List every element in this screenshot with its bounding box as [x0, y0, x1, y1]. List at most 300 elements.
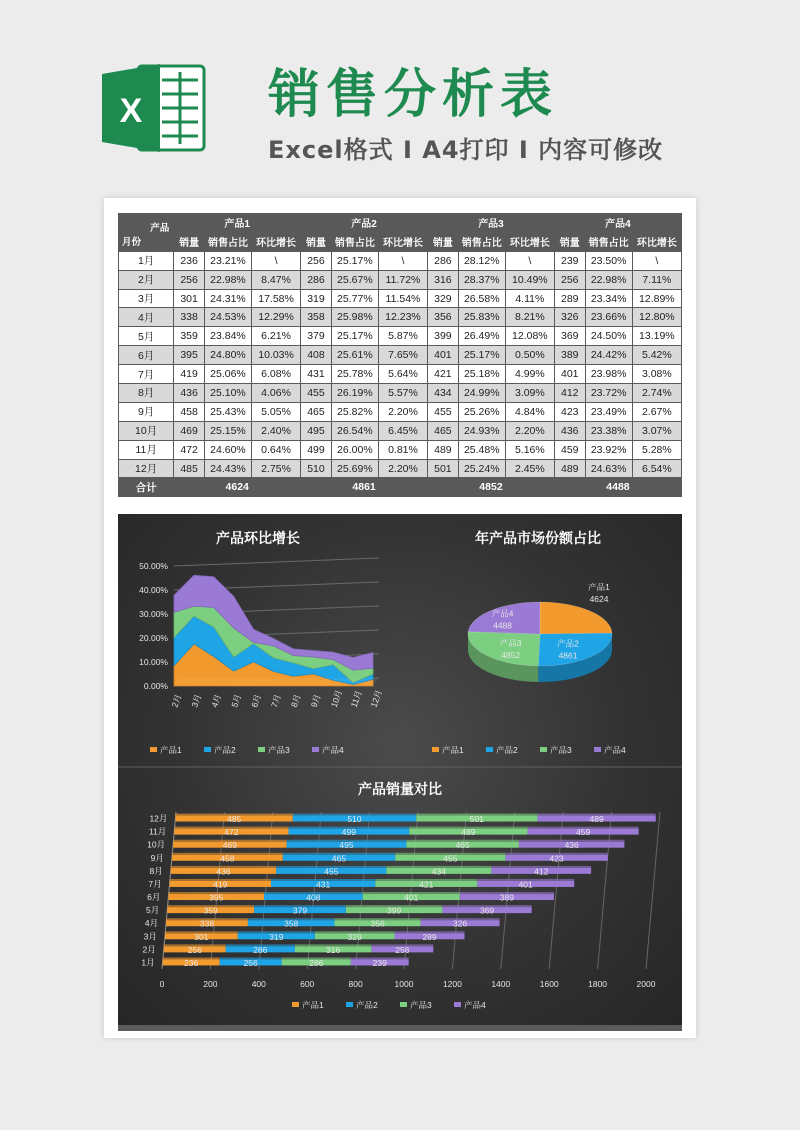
y-tick-label: 10月: [147, 839, 166, 850]
data-cell: 25.15%: [204, 421, 251, 440]
data-cell: 28.12%: [458, 251, 505, 270]
subcolumn-header: 销售占比: [331, 232, 378, 251]
legend-swatch: [150, 747, 157, 752]
data-cell: 6.21%: [252, 327, 301, 346]
data-cell: 10.03%: [252, 346, 301, 365]
data-cell: 408: [301, 346, 332, 365]
bar-data-label: 356: [370, 918, 385, 929]
x-tick-label: 3月: [189, 692, 204, 709]
month-cell: 4月: [119, 308, 174, 327]
bar-data-label: 326: [453, 918, 468, 929]
data-cell: 25.06%: [204, 365, 251, 384]
data-cell: 25.98%: [331, 308, 378, 327]
data-cell: 436: [554, 421, 585, 440]
y-tick-label: 12月: [149, 813, 168, 824]
y-tick-label: 4月: [144, 918, 159, 929]
month-cell: 3月: [119, 289, 174, 308]
legend-swatch: [540, 747, 547, 752]
bar-data-label: 401: [518, 879, 533, 890]
bar-data-label: 489: [589, 814, 604, 825]
data-cell: 10.49%: [505, 270, 554, 289]
data-cell: 459: [554, 440, 585, 459]
product-header: 产品2: [301, 214, 428, 233]
legend-label: 产品1: [442, 745, 464, 755]
y-tick-label: 1月: [141, 957, 155, 968]
month-cell: 12月: [119, 459, 174, 478]
table-row: [119, 440, 682, 459]
month-cell: 10月: [119, 421, 174, 440]
data-cell: 11.54%: [378, 289, 427, 308]
data-cell: 25.82%: [331, 402, 378, 421]
y-tick-label: 11月: [148, 826, 167, 837]
data-cell: \: [632, 251, 681, 270]
bar-data-label: 256: [187, 944, 202, 955]
data-cell: 419: [174, 365, 205, 384]
data-cell: 329: [428, 289, 459, 308]
corner-header: [119, 214, 174, 252]
bar-data-label: 389: [499, 892, 514, 903]
legend-swatch: [346, 1002, 353, 1007]
legend-label: 产品4: [322, 745, 344, 755]
legend-swatch: [292, 1002, 299, 1007]
x-tick-label: 2000: [636, 979, 656, 989]
data-cell: 7.65%: [378, 346, 427, 365]
subcolumn-header: 销量: [554, 232, 585, 251]
chart-floor: [174, 678, 379, 686]
data-cell: 24.80%: [204, 346, 251, 365]
bar-data-label: 485: [227, 814, 242, 825]
subcolumn-header: 销售占比: [458, 232, 505, 251]
bar-data-label: 395: [209, 892, 224, 903]
data-cell: 25.61%: [331, 346, 378, 365]
subcolumn-header: 销量: [428, 232, 459, 251]
table-row: [119, 365, 682, 384]
data-cell: 2.75%: [252, 459, 301, 478]
data-cell: 25.69%: [331, 459, 378, 478]
data-cell: 25.24%: [458, 459, 505, 478]
bar-data-label: 319: [269, 931, 284, 942]
x-tick-label: 1800: [588, 979, 608, 989]
bar-data-label: 469: [222, 840, 237, 851]
x-tick-label: 10月: [328, 688, 345, 709]
table-row: [119, 327, 682, 346]
data-cell: 359: [174, 327, 205, 346]
data-cell: 24.93%: [458, 421, 505, 440]
total-value: 4624: [174, 478, 301, 497]
data-cell: 13.19%: [632, 327, 681, 346]
data-cell: 489: [554, 459, 585, 478]
bar-data-label: 436: [216, 866, 231, 877]
pie-value: 4488: [493, 620, 513, 631]
table-row: [119, 251, 682, 270]
bar-data-label: 465: [331, 853, 347, 864]
gridline: [646, 812, 660, 969]
x-tick-label: 2月: [169, 692, 184, 709]
x-tick-label: 1000: [394, 979, 414, 989]
subcolumn-header: 环比增长: [252, 232, 301, 251]
bar-data-label: 329: [347, 931, 362, 942]
data-cell: 12.29%: [252, 308, 301, 327]
bar-data-label: 455: [324, 866, 339, 877]
bar-data-label: 431: [316, 879, 331, 890]
sales-table: [118, 213, 682, 497]
month-cell: 2月: [119, 270, 174, 289]
bar-data-label: 419: [213, 879, 228, 890]
total-value: 4852: [428, 478, 555, 497]
product-header: 产品4: [554, 214, 681, 233]
data-cell: 5.05%: [252, 402, 301, 421]
x-tick-label: 400: [251, 979, 266, 989]
data-cell: 6.45%: [378, 421, 427, 440]
month-cell: 8月: [119, 384, 174, 403]
data-cell: 17.58%: [252, 289, 301, 308]
month-cell: 11月: [119, 440, 174, 459]
bar-data-label: 358: [284, 918, 299, 929]
data-cell: 23.34%: [585, 289, 632, 308]
growth-chart-title: 产品环比增长: [216, 531, 300, 547]
data-cell: 24.42%: [585, 346, 632, 365]
data-cell: 6.08%: [252, 365, 301, 384]
y-tick-label: 10.00%: [139, 657, 168, 667]
data-cell: 5.57%: [378, 384, 427, 403]
data-cell: 3.07%: [632, 421, 681, 440]
data-cell: 25.17%: [458, 346, 505, 365]
volume-bar-chart: [141, 812, 660, 1010]
gridline: [501, 812, 515, 969]
pie-value: 4624: [589, 594, 609, 604]
bar-data-label: 239: [372, 957, 387, 968]
bar-data-label: 458: [220, 853, 235, 864]
data-cell: 25.10%: [204, 384, 251, 403]
data-cell: 379: [301, 327, 332, 346]
bar-data-label: 289: [422, 931, 437, 942]
bar-data-label: 501: [469, 814, 484, 825]
bar-data-label: 455: [443, 853, 458, 864]
data-cell: 26.00%: [331, 440, 378, 459]
data-cell: 4.11%: [505, 289, 554, 308]
table-row: [119, 402, 682, 421]
month-cell: 5月: [119, 327, 174, 346]
data-cell: 25.67%: [331, 270, 378, 289]
subcolumn-header: 销售占比: [585, 232, 632, 251]
bar-data-label: 369: [479, 905, 495, 916]
data-cell: 401: [428, 346, 459, 365]
data-cell: 5.28%: [632, 440, 681, 459]
x-tick-label: 1200: [442, 979, 462, 989]
data-cell: 26.58%: [458, 289, 505, 308]
data-cell: 4.99%: [505, 365, 554, 384]
data-cell: 11.72%: [378, 270, 427, 289]
legend-label: 产品4: [464, 1000, 486, 1010]
subcolumn-header: 环比增长: [505, 232, 554, 251]
data-cell: 0.81%: [378, 440, 427, 459]
bar-data-label: 286: [309, 957, 324, 968]
legend-swatch: [486, 747, 493, 752]
pie-label: 产品1: [588, 582, 610, 592]
data-cell: \: [252, 251, 301, 270]
page-subtitle: Excel格式 I A4打印 I 内容可修改: [268, 136, 664, 164]
x-tick-label: 1400: [491, 979, 511, 989]
legend-label: 产品2: [214, 745, 236, 755]
data-cell: 22.98%: [204, 270, 251, 289]
data-cell: 3.08%: [632, 365, 681, 384]
table-body: [119, 251, 682, 478]
y-tick-label: 6月: [147, 892, 161, 903]
data-cell: 23.66%: [585, 308, 632, 327]
pie-value: 4861: [558, 650, 578, 661]
bar-data-label: 495: [339, 840, 354, 851]
share-pie-chart: [432, 582, 626, 755]
data-cell: 4.84%: [505, 402, 554, 421]
x-tick-label: 4月: [209, 692, 224, 709]
x-tick-label: 0: [159, 979, 165, 989]
data-cell: 25.17%: [331, 327, 378, 346]
x-tick-label: 6月: [249, 692, 264, 709]
bar-data-label: 408: [306, 892, 321, 903]
x-tick-label: 200: [203, 979, 218, 989]
data-cell: 24.31%: [204, 289, 251, 308]
data-cell: 499: [301, 440, 332, 459]
total-row: [119, 478, 682, 497]
bar-data-label: 489: [461, 827, 476, 838]
gridline: [174, 558, 379, 566]
table-row: [119, 289, 682, 308]
legend-swatch: [432, 747, 439, 752]
y-tick-label: 7月: [148, 878, 162, 889]
bar-data-label: 399: [387, 905, 402, 916]
data-cell: 501: [428, 459, 459, 478]
y-tick-label: 40.00%: [139, 585, 168, 595]
pie-label: 产品2: [557, 638, 579, 649]
pie-label: 产品4: [491, 608, 514, 619]
bar-data-label: 436: [564, 840, 579, 851]
data-cell: 0.64%: [252, 440, 301, 459]
data-cell: 5.87%: [378, 327, 427, 346]
data-cell: 2.20%: [378, 459, 427, 478]
bar-data-label: 472: [224, 827, 239, 838]
data-cell: 24.63%: [585, 459, 632, 478]
page-title: 销售分析表: [268, 65, 559, 125]
month-cell: 9月: [119, 402, 174, 421]
data-cell: 25.83%: [458, 308, 505, 327]
data-cell: 256: [301, 251, 332, 270]
x-tick-label: 9月: [308, 692, 323, 709]
data-cell: 256: [174, 270, 205, 289]
bar-data-label: 359: [203, 905, 218, 916]
data-cell: 286: [301, 270, 332, 289]
data-cell: 12.89%: [632, 289, 681, 308]
product-header: 产品3: [428, 214, 555, 233]
table-row: [119, 384, 682, 403]
data-cell: 26.49%: [458, 327, 505, 346]
subcolumn-header: 销量: [174, 232, 205, 251]
bar-data-label: 316: [326, 944, 341, 955]
table-row: [119, 346, 682, 365]
share-chart-title: 年产品市场份额占比: [475, 531, 601, 547]
total-value: 4861: [301, 478, 428, 497]
data-cell: 510: [301, 459, 332, 478]
data-cell: 389: [554, 346, 585, 365]
y-tick-label: 0.00%: [143, 681, 168, 691]
data-cell: 465: [301, 402, 332, 421]
data-cell: 24.60%: [204, 440, 251, 459]
x-tick-label: 5月: [229, 692, 244, 709]
data-cell: 0.50%: [505, 346, 554, 365]
data-cell: 301: [174, 289, 205, 308]
total-value: 4488: [554, 478, 681, 497]
data-cell: 2.20%: [378, 402, 427, 421]
data-cell: 256: [554, 270, 585, 289]
corner-bottom-label: 月份: [122, 236, 142, 248]
data-cell: 23.49%: [585, 402, 632, 421]
data-cell: 412: [554, 384, 585, 403]
data-cell: 289: [554, 289, 585, 308]
pie-label: 产品3: [499, 637, 522, 648]
y-tick-label: 2月: [142, 944, 156, 955]
data-cell: 338: [174, 308, 205, 327]
data-cell: 434: [428, 384, 459, 403]
data-cell: 421: [428, 365, 459, 384]
data-cell: 326: [554, 308, 585, 327]
data-cell: 25.17%: [331, 251, 378, 270]
data-cell: 24.50%: [585, 327, 632, 346]
data-cell: 24.53%: [204, 308, 251, 327]
data-cell: 5.64%: [378, 365, 427, 384]
data-cell: 23.98%: [585, 365, 632, 384]
x-tick-label: 12月: [368, 688, 385, 709]
data-cell: 25.78%: [331, 365, 378, 384]
bar-data-label: 338: [199, 918, 215, 929]
legend-swatch: [594, 747, 601, 752]
data-cell: 28.37%: [458, 270, 505, 289]
data-cell: 4.06%: [252, 384, 301, 403]
data-cell: 2.67%: [632, 402, 681, 421]
y-tick-label: 3月: [143, 931, 157, 942]
data-cell: 369: [554, 327, 585, 346]
data-cell: 24.43%: [204, 459, 251, 478]
data-cell: 395: [174, 346, 205, 365]
data-cell: 455: [428, 402, 459, 421]
data-cell: 495: [301, 421, 332, 440]
bar-data-label: 412: [534, 866, 549, 877]
month-cell: 1月: [119, 251, 174, 270]
data-cell: 455: [301, 384, 332, 403]
data-cell: 2.45%: [505, 459, 554, 478]
excel-logo-icon: [100, 60, 208, 156]
y-tick-label: 8月: [149, 865, 163, 876]
month-cell: 6月: [119, 346, 174, 365]
data-cell: 8.47%: [252, 270, 301, 289]
footer-bar: [118, 1025, 682, 1031]
pie-slice: [540, 602, 612, 634]
bar-data-label: 301: [194, 931, 209, 942]
y-tick-label: 5月: [146, 905, 160, 916]
data-cell: 2.40%: [252, 421, 301, 440]
growth-area-chart: [139, 558, 384, 755]
data-cell: 356: [428, 308, 459, 327]
data-cell: \: [378, 251, 427, 270]
total-label: 合计: [119, 478, 174, 497]
bar-data-label: 421: [419, 879, 434, 890]
y-tick-label: 20.00%: [139, 633, 168, 643]
data-cell: \: [505, 251, 554, 270]
legend-swatch: [454, 1002, 461, 1007]
charts-svg: [118, 514, 682, 1025]
data-cell: 12.23%: [378, 308, 427, 327]
legend-label: 产品3: [268, 745, 290, 755]
legend-swatch: [400, 1002, 407, 1007]
y-tick-label: 9月: [150, 852, 164, 863]
data-cell: 2.74%: [632, 384, 681, 403]
data-cell: 5.42%: [632, 346, 681, 365]
data-cell: 26.19%: [331, 384, 378, 403]
month-cell: 7月: [119, 365, 174, 384]
table-row: [119, 270, 682, 289]
data-cell: 25.48%: [458, 440, 505, 459]
bar-data-label: 236: [184, 957, 199, 968]
data-cell: 12.80%: [632, 308, 681, 327]
data-cell: 472: [174, 440, 205, 459]
bar-data-label: 256: [395, 944, 410, 955]
subheader-row: [119, 232, 682, 251]
bar-data-label: 256: [243, 957, 258, 968]
bar-data-label: 401: [404, 892, 419, 903]
data-cell: 316: [428, 270, 459, 289]
charts-panel: [118, 514, 682, 1025]
data-cell: 286: [428, 251, 459, 270]
y-tick-label: 50.00%: [139, 561, 168, 571]
data-cell: 25.18%: [458, 365, 505, 384]
data-cell: 25.77%: [331, 289, 378, 308]
data-cell: 469: [174, 421, 205, 440]
volume-chart-title: 产品销量对比: [358, 782, 442, 798]
legend-label: 产品3: [550, 745, 572, 755]
page-header: [0, 0, 800, 190]
subcolumn-header: 销量: [301, 232, 332, 251]
logo-letter: X: [119, 92, 143, 130]
data-cell: 6.54%: [632, 459, 681, 478]
x-tick-label: 11月: [348, 688, 364, 709]
table-row: [119, 459, 682, 478]
x-tick-label: 800: [348, 979, 363, 989]
data-cell: 458: [174, 402, 205, 421]
x-tick-label: 8月: [288, 692, 303, 709]
data-cell: 12.08%: [505, 327, 554, 346]
data-cell: 465: [428, 421, 459, 440]
data-cell: 401: [554, 365, 585, 384]
legend-label: 产品3: [410, 1000, 432, 1010]
data-cell: 3.09%: [505, 384, 554, 403]
x-tick-label: 1600: [539, 979, 559, 989]
legend-label: 产品1: [160, 745, 182, 755]
data-cell: 358: [301, 308, 332, 327]
data-cell: 319: [301, 289, 332, 308]
data-cell: 436: [174, 384, 205, 403]
bar-data-label: 286: [253, 944, 268, 955]
product-header: 产品1: [174, 214, 301, 233]
legend-swatch: [258, 747, 265, 752]
legend-label: 产品1: [302, 1000, 324, 1010]
subcolumn-header: 销售占比: [204, 232, 251, 251]
data-cell: 489: [428, 440, 459, 459]
legend-swatch: [204, 747, 211, 752]
data-cell: 5.16%: [505, 440, 554, 459]
bar-data-label: 499: [341, 827, 356, 838]
legend-label: 产品2: [496, 745, 518, 755]
y-tick-label: 30.00%: [139, 609, 168, 619]
data-cell: 8.21%: [505, 308, 554, 327]
bar-data-label: 510: [347, 814, 362, 825]
